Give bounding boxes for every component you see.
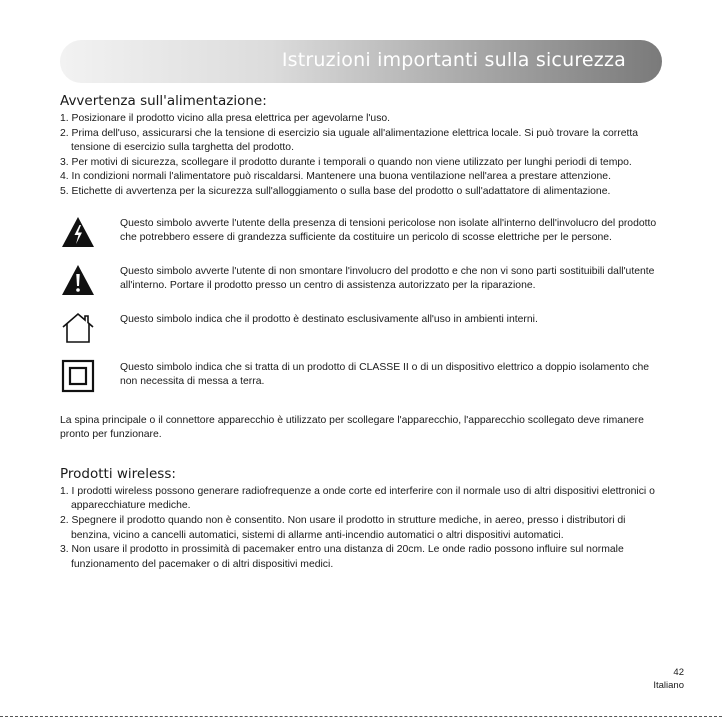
symbol-row — [60, 358, 660, 392]
list-item: 1. I prodotti wireless possono generare radiofrequenze a onde corte ed interferire con il normale uso di altri dispositivi elettronici o apparecchiature mediche. — [60, 485, 655, 512]
power-warning-list — [60, 112, 660, 200]
list-item: 5. Etichette di avvertenza per la sicurezza sull'alloggiamento o sulla base del prodotto o sull'adattatore di alimentazione. — [60, 185, 611, 197]
plug-note: La spina principale o il connettore apparecchio è utilizzato per scollegare l'apparecchio, l'apparecchio scollegato deve rimanere pronto per funzionare. — [60, 414, 644, 441]
symbol-description: Questo simbolo avverte l'utente della presenza di tensioni pericolose non isolate all'interno dell'involucro del prodotto che potrebbero essere di grandezza sufficiente da costituire un pericolo di scosse elettriche per le persone. — [120, 217, 657, 244]
list-item: 2. Prima dell'uso, assicurarsi che la tensione di esercizio sia uguale all'alimentazione elettrica locale. Si può trovare la corretta tensione di esercizio sulla targhetta del prodotto. — [60, 127, 639, 154]
list-item: 2. Spegnere il prodotto quando non è consentito. Non usare il prodotto in strutture mediche, in aereo, presso i distributori di benzina, vicino a cancelli automatici, sistemi di allarme anti-incendio automatici o altri dispositivi automatici. — [60, 514, 626, 541]
list-item: 1. Posizionare il prodotto vicino alla presa elettrica per agevolarne l'uso. — [60, 113, 391, 124]
page-language: Italiano — [653, 680, 684, 691]
house-icon — [60, 310, 96, 346]
symbols-section — [60, 214, 660, 392]
symbol-row — [60, 310, 660, 344]
plug-note-section — [60, 414, 660, 443]
symbol-row — [60, 214, 660, 248]
list-item: 4. In condizioni normali l'alimentatore può riscaldarsi. Mantenere una buona ventilazione nell'area a prestare attenzione. — [60, 171, 611, 183]
list-item: 3. Per motivi di sicurezza, scollegare il prodotto durante i temporali o quando non viene utilizzato per lunghi periodi di tempo. — [60, 156, 632, 168]
page-title: Istruzioni importanti sulla sicurezza — [281, 49, 626, 71]
list-item: 3. Non usare il prodotto in prossimità di pacemaker entro una distanza di 20cm. Le onde radio possono influire sul normale funzionamento del pacemaker o di altri dispositivi medici. — [60, 544, 624, 570]
exclamation-warning-icon — [60, 262, 96, 298]
page-footer — [653, 666, 684, 692]
symbol-row — [60, 262, 660, 296]
symbol-description: Questo simbolo avverte l'utente di non smontare l'involucro del prodotto e che non vi sono parti sostituibili dall'utente all'interno. Portare il prodotto presso un centro di assistenza autorizzato per la riparazione. — [120, 265, 655, 292]
wireless-section — [60, 465, 660, 573]
power-warning-heading: Avvertenza sull'alimentazione: — [60, 93, 267, 109]
wireless-heading: Prodotti wireless: — [60, 465, 176, 482]
double-square-icon — [60, 358, 96, 394]
main-content — [60, 92, 660, 572]
header-banner — [60, 40, 662, 83]
wireless-list — [60, 485, 660, 573]
symbol-description: Questo simbolo indica che si tratta di un prodotto di CLASSE II o di un dispositivo elettrico a doppio isolamento che non necessita di messa a terra. — [120, 361, 650, 388]
lightning-warning-icon — [60, 214, 96, 250]
symbol-description: Questo simbolo indica che il prodotto è destinato esclusivamente all'uso in ambienti interni. — [120, 313, 538, 325]
page-bottom-divider — [0, 716, 722, 717]
power-warning-section — [60, 92, 660, 200]
page-number: 42 — [673, 667, 684, 678]
